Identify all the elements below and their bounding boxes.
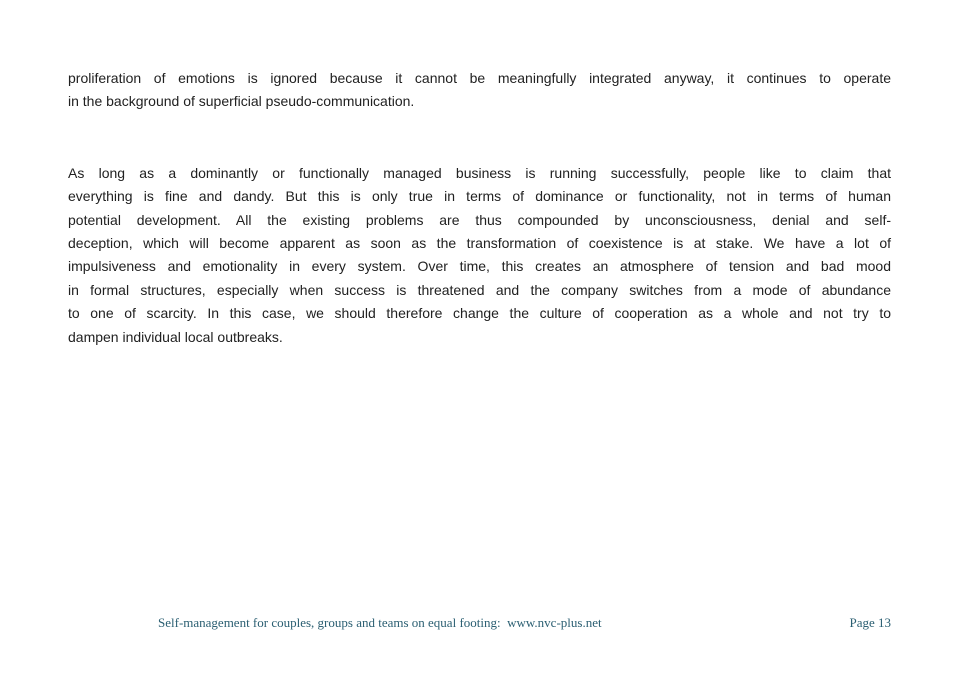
paragraph-1 — [68, 67, 891, 114]
text-line: in the background of superficial pseudo-communication. — [68, 93, 415, 110]
text-line: proliferation of emotions is ignored because it cannot be meaningfully integrated anyway, it continues to operate — [68, 70, 891, 86]
text-line: potential development. All the existing problems are thus compounded by unconsciousness, denial and self- — [68, 211, 891, 228]
text-line: dampen individual local outbreaks. — [68, 328, 283, 345]
paragraph-2 — [68, 162, 891, 349]
text-line: As long as a dominantly or functionally managed business is running successfully, people like to claim that — [68, 164, 891, 181]
text-line: to one of scarcity. In this case, we should therefore change the culture of cooperation as a whole and not try to — [68, 305, 891, 322]
page-footer — [0, 614, 960, 638]
text-line: deception, which will become apparent as soon as the transformation of coexistence is at stake. We have a lot of — [68, 235, 891, 252]
footer-tagline: Self-management for couples, groups and teams on equal footing: www.nvc-plus.net — [158, 615, 602, 630]
text-line: everything is fine and dandy. But this is only true in terms of dominance or functionality, not in terms of human — [68, 188, 891, 205]
text-line: impulsiveness and emotionality in every system. Over time, this creates an atmosphere of tension and bad mood — [68, 258, 891, 275]
text-line: in formal structures, especially when success is threatened and the company switches from a mode of abundance — [68, 281, 891, 298]
page-body-text — [68, 67, 891, 349]
page-number: Page 13 — [849, 615, 891, 630]
